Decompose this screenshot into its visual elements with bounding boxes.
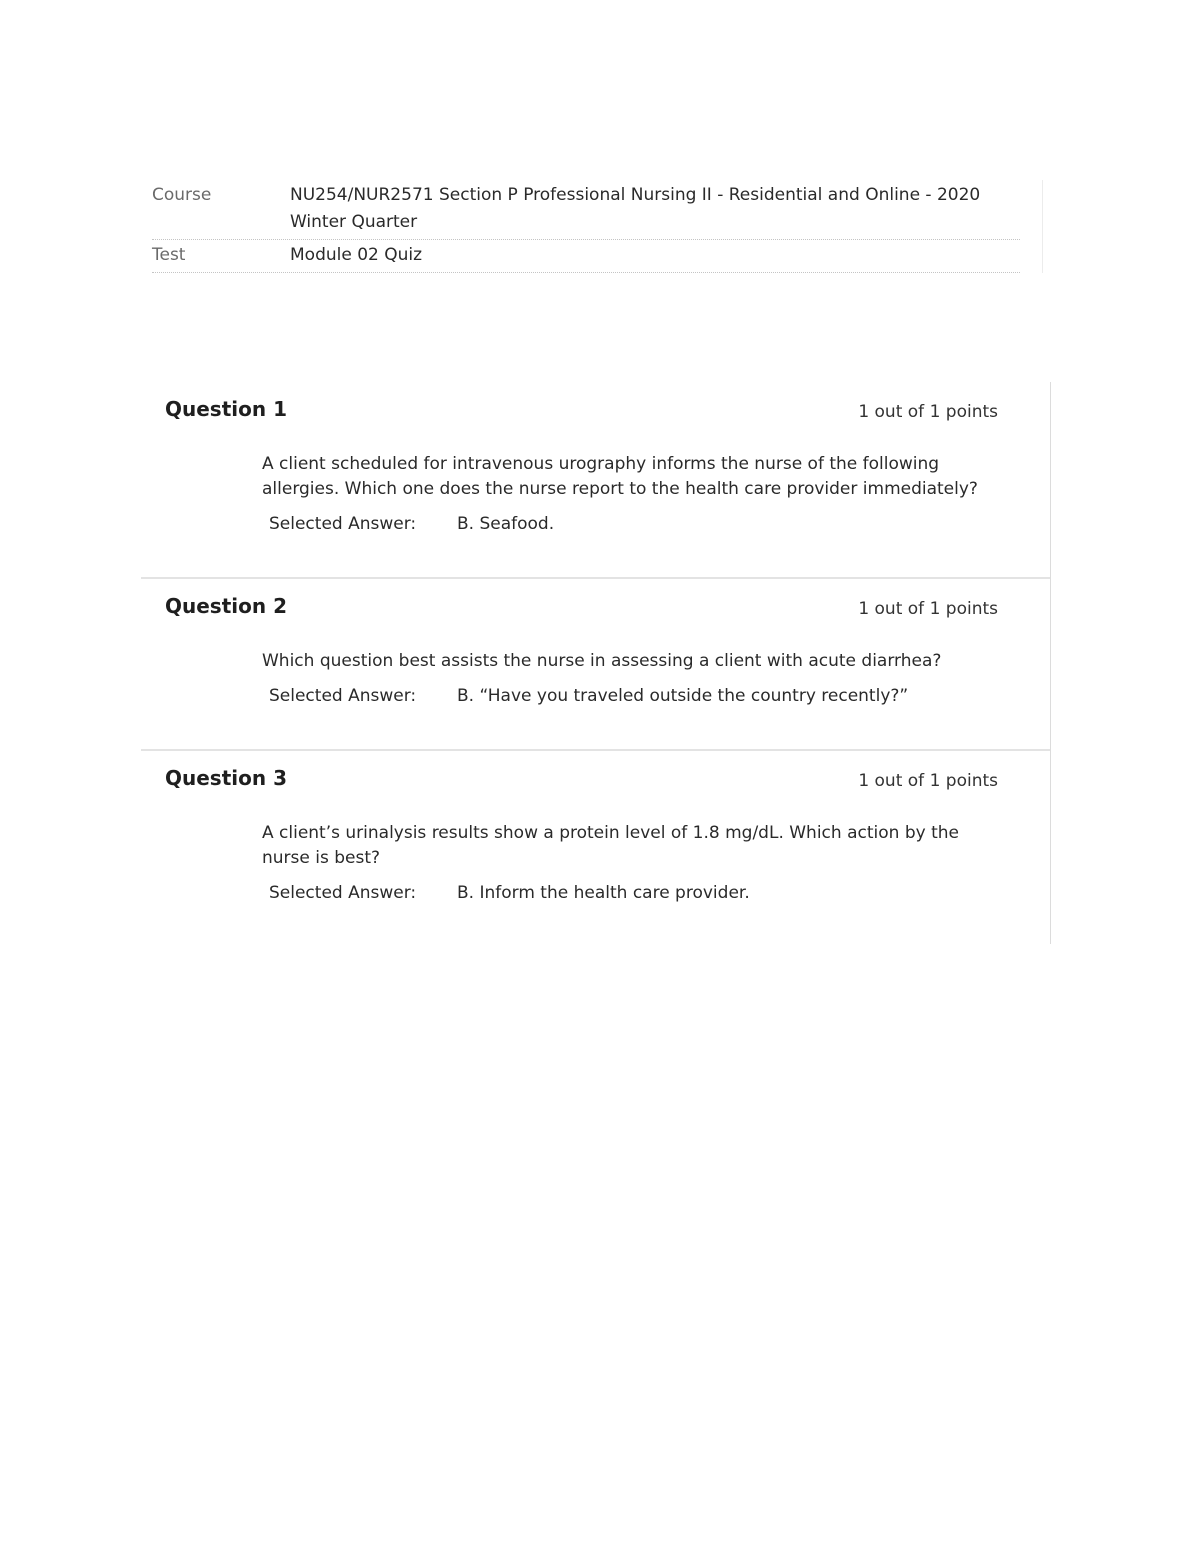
- selected-answer-label: Selected Answer:: [269, 686, 417, 706]
- selected-answer-label: Selected Answer:: [269, 514, 417, 534]
- question-item: [141, 579, 1050, 751]
- question-title: Question 1: [165, 397, 287, 421]
- selected-answer-value: B. Seafood.: [457, 514, 555, 534]
- question-title: Question 2: [165, 594, 287, 618]
- question-header: [141, 382, 1050, 452]
- question-points: 1 out of 1 points: [858, 599, 998, 619]
- question-text: A client’s urinalysis results show a protein level of 1.8 mg/dL. Which action by the nurse is best?: [262, 823, 959, 868]
- test-info-table: [152, 180, 1043, 273]
- question-item: [141, 751, 1050, 944]
- question-body: [141, 452, 1050, 577]
- course-label: Course: [152, 185, 212, 205]
- test-label: Test: [152, 245, 186, 265]
- question-title: Question 3: [165, 766, 287, 790]
- selected-answer-value: B. “Have you traveled outside the country recently?”: [457, 686, 909, 706]
- question-header: [141, 751, 1050, 821]
- test-row: [152, 240, 1020, 273]
- selected-answer-value: B. Inform the health care provider.: [457, 883, 750, 903]
- question-list: [141, 382, 1051, 944]
- selected-answer-row: [262, 684, 992, 709]
- question-item: [141, 382, 1050, 579]
- selected-answer-row: [262, 881, 992, 906]
- question-body: [141, 649, 1050, 749]
- question-text: Which question best assists the nurse in assessing a client with acute diarrhea?: [262, 651, 942, 671]
- test-value: Module 02 Quiz: [290, 245, 423, 265]
- course-value: NU254/NUR2571 Section P Professional Nursing II - Residential and Online - 2020 Winter Quarter: [290, 185, 981, 232]
- question-points: 1 out of 1 points: [858, 771, 998, 791]
- selected-answer-label: Selected Answer:: [269, 883, 417, 903]
- question-points: 1 out of 1 points: [858, 402, 998, 422]
- selected-answer-row: [262, 512, 992, 537]
- course-row: [152, 180, 1020, 240]
- question-header: [141, 579, 1050, 649]
- question-body: [141, 821, 1050, 944]
- question-text: A client scheduled for intravenous urography informs the nurse of the following allergies. Which one does the nurse report to the health care provider immediately?: [262, 454, 978, 499]
